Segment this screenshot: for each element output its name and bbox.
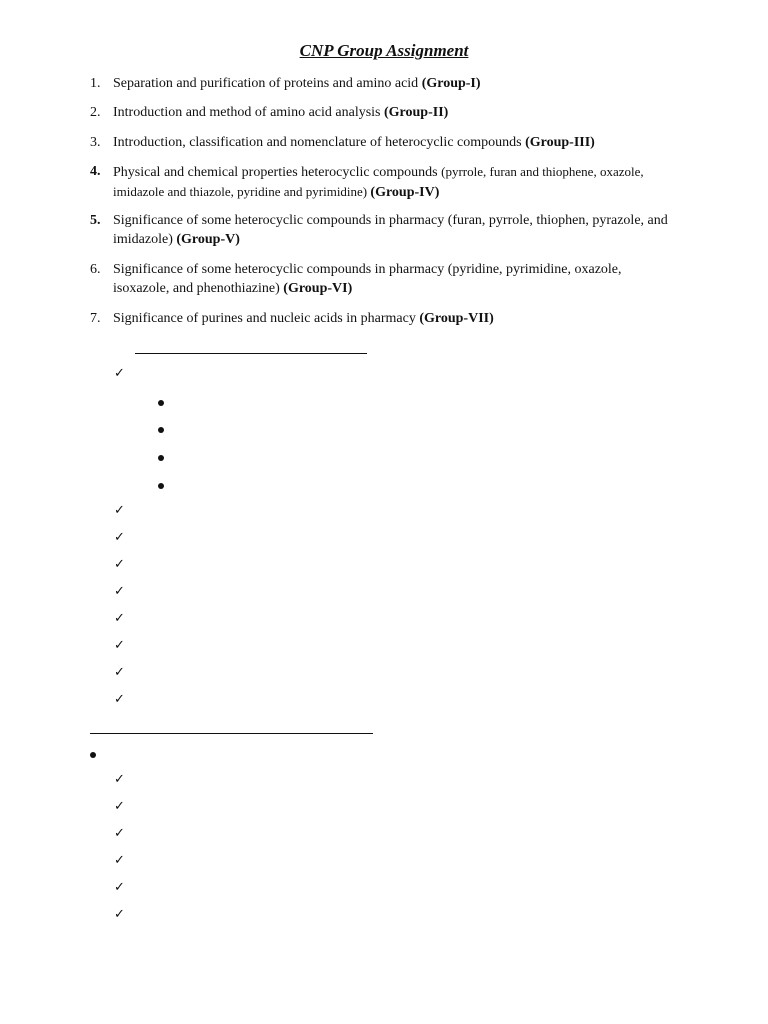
list-item bbox=[90, 162, 680, 202]
item-text bbox=[113, 133, 680, 152]
checkmark-icon: ✓ bbox=[114, 665, 125, 680]
checkmark-icon: ✓ bbox=[114, 584, 125, 599]
checkmark-icon: ✓ bbox=[114, 530, 125, 545]
checkmark-icon: ✓ bbox=[114, 799, 125, 814]
bullet-icon bbox=[158, 427, 164, 433]
item-text bbox=[113, 260, 680, 298]
checkmark-icon: ✓ bbox=[114, 557, 125, 572]
item-number: 1. bbox=[90, 76, 101, 91]
item-group: (Group-III) bbox=[525, 135, 595, 150]
list-item bbox=[90, 309, 680, 328]
item-text bbox=[113, 162, 680, 202]
checkmark-icon: ✓ bbox=[114, 692, 125, 707]
list-item bbox=[90, 103, 680, 122]
list-item bbox=[90, 74, 680, 93]
item-description: Significance of purines and nucleic acids in pharmacy bbox=[113, 311, 420, 326]
item-group: (Group-V) bbox=[176, 232, 240, 247]
item-text bbox=[113, 211, 680, 249]
item-description: Physical and chemical properties heterocyclic compounds bbox=[113, 165, 442, 180]
bullet-icon bbox=[158, 400, 164, 406]
item-text bbox=[113, 103, 680, 122]
item-number: 5. bbox=[90, 213, 101, 228]
checkmark-icon: ✓ bbox=[114, 503, 125, 518]
item-number: 3. bbox=[90, 135, 101, 150]
list-item bbox=[90, 260, 680, 298]
checkmark-icon: ✓ bbox=[114, 826, 125, 841]
item-group: (Group-II) bbox=[384, 105, 449, 120]
item-number: 7. bbox=[90, 311, 101, 326]
checkmark-icon: ✓ bbox=[114, 366, 125, 381]
checkmark-icon: ✓ bbox=[114, 611, 125, 626]
checkmark-icon: ✓ bbox=[114, 772, 125, 787]
checkmark-icon: ✓ bbox=[114, 907, 125, 922]
item-group: (Group-I) bbox=[421, 76, 481, 91]
item-text bbox=[113, 74, 680, 93]
item-text bbox=[113, 309, 680, 328]
item-group: (Group-VI) bbox=[283, 281, 353, 296]
section-rule-2 bbox=[90, 733, 373, 734]
item-description: Significance of some heterocyclic compounds in pharmacy (furan, pyrrole, thiophen, pyrazole, and imidazole) bbox=[113, 213, 668, 247]
item-description: Significance of some heterocyclic compounds in pharmacy (pyridine, pyrimidine, oxazole, isoxazole, and phenothiazine) bbox=[113, 262, 622, 296]
section-rule-1 bbox=[135, 353, 367, 354]
item-group: (Group-VII) bbox=[419, 311, 494, 326]
checkmark-icon: ✓ bbox=[114, 880, 125, 895]
item-group: (Group-IV) bbox=[370, 185, 440, 200]
list-item bbox=[90, 211, 680, 249]
bullet-icon bbox=[158, 455, 164, 461]
item-description: Separation and purification of proteins and amino acid bbox=[113, 76, 422, 91]
bullet-icon bbox=[158, 483, 164, 489]
bullet-icon bbox=[90, 752, 96, 758]
item-number: 6. bbox=[90, 262, 101, 277]
checkmark-icon: ✓ bbox=[114, 853, 125, 868]
item-description: Introduction and method of amino acid analysis bbox=[113, 105, 384, 120]
item-description: Introduction, classification and nomenclature of heterocyclic compounds bbox=[113, 135, 526, 150]
page-title: CNP Group Assignment bbox=[299, 41, 469, 60]
checkmark-icon: ✓ bbox=[114, 638, 125, 653]
item-number: 2. bbox=[90, 105, 101, 120]
item-number: 4. bbox=[90, 164, 101, 179]
item-detail: (pyrrole, furan and thiophene, oxazole, imidazole and thiazole, pyridine and pyrimidine) bbox=[113, 164, 644, 199]
list-item bbox=[90, 133, 680, 152]
